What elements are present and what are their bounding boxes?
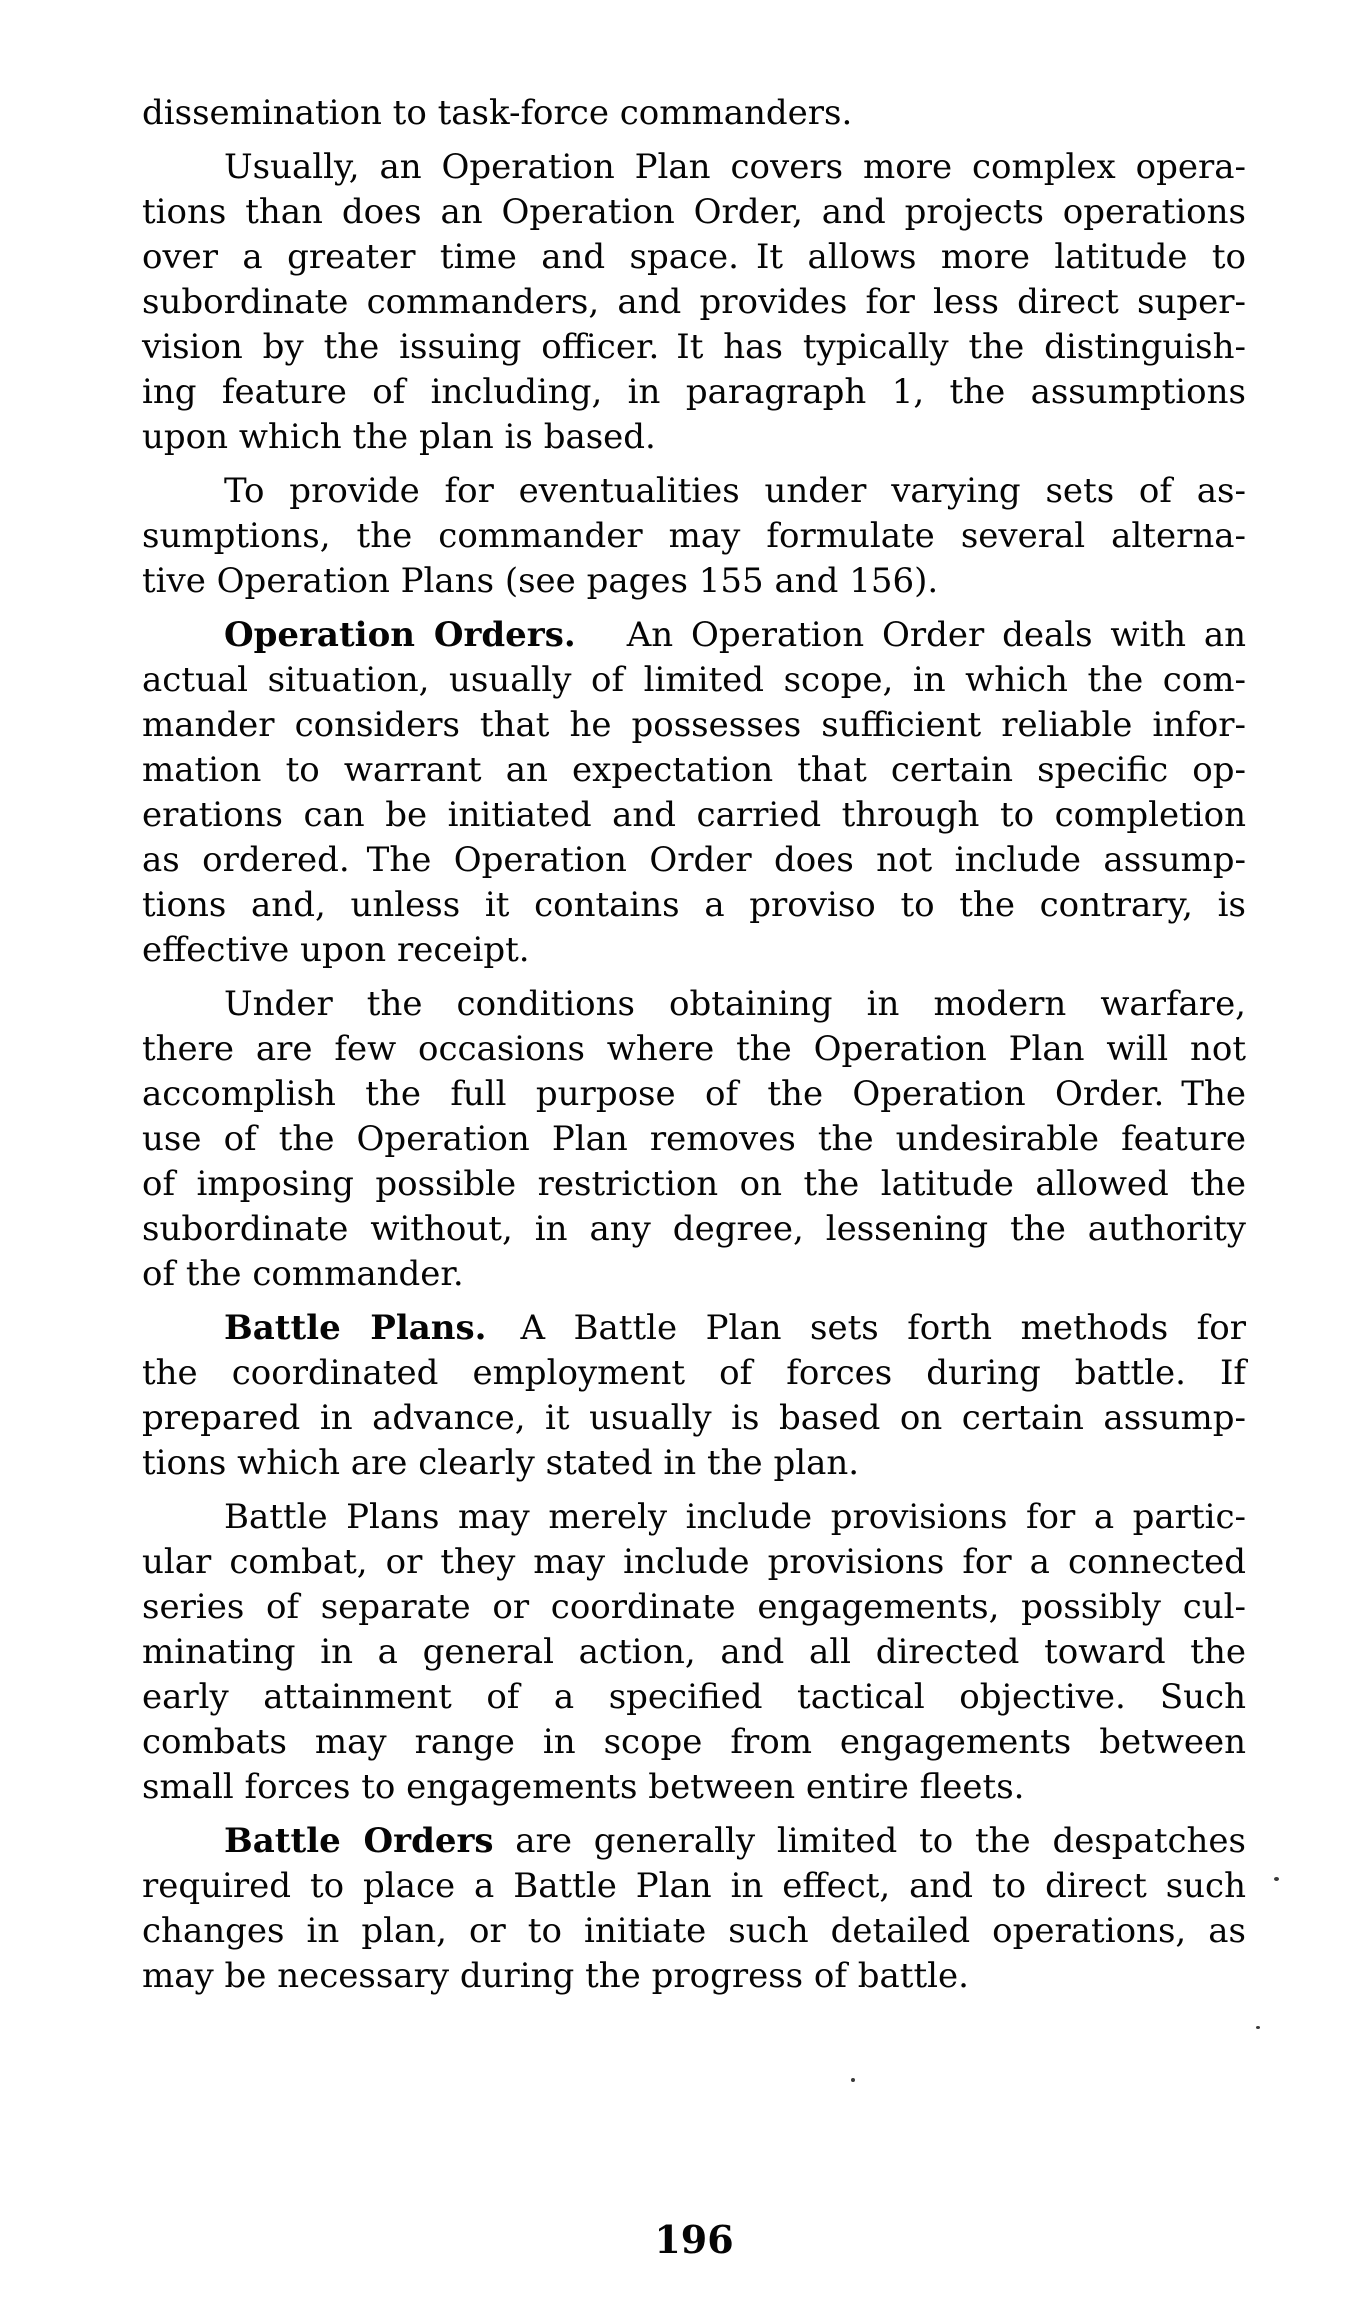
text-line bbox=[142, 469, 1246, 514]
text-run: A Battle Plan sets forth methods for bbox=[486, 1308, 1246, 1348]
text-run: tive Operation Plans (see pages 155 and 156). bbox=[142, 561, 939, 601]
text-line bbox=[142, 1162, 1246, 1207]
text-run: ing feature of including, in paragraph 1, the assumptions bbox=[142, 372, 1246, 412]
text-run: subordinate commanders, and provides for less direct super- bbox=[142, 282, 1246, 322]
text-line bbox=[142, 91, 1246, 136]
text-line bbox=[142, 748, 1246, 793]
text-line bbox=[142, 1585, 1246, 1630]
text-run: Usually, an Operation Plan covers more complex opera- bbox=[224, 147, 1246, 187]
text-line bbox=[142, 1351, 1246, 1396]
text-line bbox=[142, 1252, 1246, 1297]
text-run: required to place a Battle Plan in effect, and to direct such bbox=[142, 1866, 1246, 1906]
text-run: minating in a general action, and all directed toward the bbox=[142, 1632, 1246, 1672]
text-run: mander considers that he possesses sufficient reliable infor- bbox=[142, 705, 1246, 745]
text-run: may be necessary during the progress of battle. bbox=[142, 1956, 969, 1996]
text-run: vision by the issuing officer. It has typically the distinguish- bbox=[142, 327, 1246, 367]
text-line bbox=[142, 793, 1246, 838]
text-run: An Operation Order deals with an bbox=[575, 615, 1246, 655]
text-line bbox=[142, 1072, 1246, 1117]
text-run: as ordered. The Operation Order does not include assump- bbox=[142, 840, 1246, 880]
text-line bbox=[142, 1027, 1246, 1072]
text-line bbox=[142, 1675, 1246, 1720]
text-run: the coordinated employment of forces during battle. If bbox=[142, 1353, 1246, 1393]
text-run: ular combat, or they may include provisions for a connected bbox=[142, 1542, 1246, 1582]
paragraph bbox=[142, 982, 1246, 1297]
paragraph bbox=[142, 469, 1246, 604]
page-number: 196 bbox=[654, 2217, 734, 2262]
text-run: of the commander. bbox=[142, 1254, 464, 1294]
paragraph bbox=[142, 1495, 1246, 1810]
text-run: use of the Operation Plan removes the undesirable feature bbox=[142, 1119, 1246, 1159]
text-run: are generally limited to the despatches bbox=[493, 1821, 1246, 1861]
text-line bbox=[142, 1306, 1246, 1351]
text-line bbox=[142, 982, 1246, 1027]
text-run: accomplish the full purpose of the Operation Order. The bbox=[142, 1074, 1246, 1114]
text-run: small forces to engagements between entire fleets. bbox=[142, 1767, 1025, 1807]
bold-run-in-heading: Battle Orders bbox=[224, 1821, 494, 1861]
text-line bbox=[142, 1720, 1246, 1765]
text-line bbox=[142, 883, 1246, 928]
text-run: early attainment of a specified tactical objective. Such bbox=[142, 1677, 1246, 1717]
text-line bbox=[142, 1495, 1246, 1540]
text-run: effective upon receipt. bbox=[142, 930, 530, 970]
text-line bbox=[142, 1540, 1246, 1585]
text-run: prepared in advance, it usually is based on certain assump- bbox=[142, 1398, 1246, 1438]
paragraph bbox=[142, 91, 1246, 136]
text-run: Battle Plans may merely include provisions for a partic- bbox=[224, 1497, 1246, 1537]
text-line bbox=[142, 280, 1246, 325]
text-run: dissemination to task-force commanders. bbox=[142, 93, 853, 133]
text-line bbox=[142, 838, 1246, 883]
text-run: actual situation, usually of limited scope, in which the com- bbox=[142, 660, 1246, 700]
paragraph bbox=[142, 1306, 1246, 1486]
text-line bbox=[142, 1117, 1246, 1162]
text-run: upon which the plan is based. bbox=[142, 417, 656, 457]
text-run: mation to warrant an expectation that certain specific op- bbox=[142, 750, 1246, 790]
text-line bbox=[142, 928, 1246, 973]
text-line bbox=[142, 1819, 1246, 1864]
text-line bbox=[142, 559, 1246, 604]
text-run: tions which are clearly stated in the plan. bbox=[142, 1443, 860, 1483]
text-line bbox=[142, 1864, 1246, 1909]
text-line bbox=[142, 370, 1246, 415]
paragraph bbox=[142, 145, 1246, 460]
text-line bbox=[142, 1441, 1246, 1486]
bold-run-in-heading: Battle Plans. bbox=[224, 1308, 487, 1348]
text-run: over a greater time and space. It allows more latitude to bbox=[142, 237, 1246, 277]
text-run: tions and, unless it contains a proviso to the contrary, is bbox=[142, 885, 1246, 925]
text-line bbox=[142, 1396, 1246, 1441]
text-line bbox=[142, 235, 1246, 280]
text-run: changes in plan, or to initiate such detailed operations, as bbox=[142, 1911, 1246, 1951]
text-run: tions than does an Operation Order, and projects operations bbox=[142, 192, 1246, 232]
text-line bbox=[142, 658, 1246, 703]
text-run: there are few occasions where the Operation Plan will not bbox=[142, 1029, 1246, 1069]
text-line bbox=[142, 1765, 1246, 1810]
text-line bbox=[142, 415, 1246, 460]
text-line bbox=[142, 1954, 1246, 1999]
ink-speck bbox=[1274, 1877, 1279, 1881]
paragraph bbox=[142, 1819, 1246, 1999]
text-line bbox=[142, 1630, 1246, 1675]
text-run: To provide for eventualities under varying sets of as- bbox=[224, 471, 1246, 511]
paragraph bbox=[142, 613, 1246, 973]
text-line bbox=[142, 1909, 1246, 1954]
text-line bbox=[142, 703, 1246, 748]
text-line bbox=[142, 1207, 1246, 1252]
ink-speck bbox=[1256, 2026, 1260, 2029]
text-line bbox=[142, 613, 1246, 658]
text-line bbox=[142, 190, 1246, 235]
text-line bbox=[142, 325, 1246, 370]
text-run: series of separate or coordinate engagements, possibly cul- bbox=[142, 1587, 1246, 1627]
text-run: sumptions, the commander may formulate several alterna- bbox=[142, 516, 1246, 556]
text-block bbox=[142, 91, 1246, 1999]
text-run: combats may range in scope from engagements between bbox=[142, 1722, 1246, 1762]
text-run: subordinate without, in any degree, lessening the authority bbox=[142, 1209, 1246, 1249]
text-run: erations can be initiated and carried through to completion bbox=[142, 795, 1246, 835]
ink-speck bbox=[851, 2078, 855, 2082]
bold-run-in-heading: Operation Orders. bbox=[224, 615, 576, 655]
text-line bbox=[142, 145, 1246, 190]
text-run: Under the conditions obtaining in modern warfare, bbox=[224, 984, 1246, 1024]
text-line bbox=[142, 514, 1246, 559]
text-run: of imposing possible restriction on the latitude allowed the bbox=[142, 1164, 1246, 1204]
